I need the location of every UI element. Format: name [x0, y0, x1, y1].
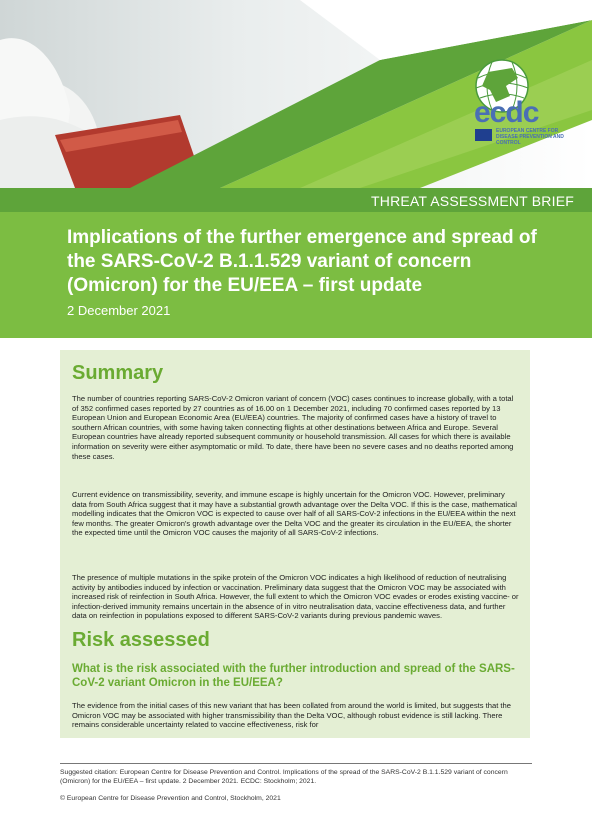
summary-heading: Summary: [72, 362, 164, 384]
risk-heading: Risk assessed: [72, 629, 210, 651]
summary-paragraph: The number of countries reporting SARS-CoV-2 Omicron variant of concern (VOC) cases continues to increase globally, with a total of 352 confirmed cases reported by 27 countries as of 16.00 on 1 December 2021, including 70 confirmed cases reported by 13 European Union and European Economic Area (EU/EEA) countries. The majority of confirmed cases have a history of travel to southern African countries, with some having taken connecting flights at other destinations between Africa and Europe. Several European countries have already reported subsequent community or household transmission. All cases for which there is available information on severity were either asymptomatic or mild. To date, there have been no severe cases and no deaths reported among these cases.: [72, 394, 514, 461]
document-title: Implications of the further emergence and spread of the SARS-CoV-2 B.1.1.529 variant of concern (Omicron) for the EU/EEA – first update: [67, 227, 537, 296]
summary-paragraph: Current evidence on transmissibility, severity, and immune escape is highly uncertain for the Omicron VOC. However, preliminary data from South Africa suggest that it may have a substantial growth advantage over the Delta VOC. If this is the case, mathematical modelling indicates that the Omicron VOC is expected to cause over half of all SARS-CoV-2 infections in the EU/EEA within the next few months. The greater Omicron's growth advantage over the Delta VOC and the greater its circulation in the EU/EEA, the shorter the expected time until the Omicron VOC causes the majority of all SARS-CoV-2 infections.: [72, 490, 517, 538]
risk-paragraph: The evidence from the initial cases of this new variant that has been collated from around the world is limited, but suggests that the Omicron VOC may be associated with higher transmissibility than the Delta VOC, although robust evidence is still lacking. There remains considerable uncertainty related to vaccine effectiveness, risk for: [72, 701, 511, 730]
logo-subtitle: EUROPEAN CENTRE FOR DISEASE PREVENTION AND CONTROL: [496, 128, 564, 146]
document-date: 2 December 2021: [67, 303, 171, 318]
copyright-notice: © European Centre for Disease Prevention and Control, Stockholm, 2021: [60, 795, 281, 802]
logo-wordmark: ecdc: [474, 96, 539, 129]
document-type-label: THREAT ASSESSMENT BRIEF: [371, 193, 574, 209]
footer-divider: [60, 763, 532, 764]
suggested-citation: Suggested citation: European Centre for Disease Prevention and Control. Implications of the spread of the SARS-CoV-2 B.1.1.529 variant of concern (Omicron) for the EU/EEA – first update. 2 December 2021. ECDC: Stockholm; 2021.: [60, 769, 508, 785]
summary-paragraph: The presence of multiple mutations in the spike protein of the Omicron VOC indicates a high likelihood of reduction of neutralising activity by antibodies induced by infection or vaccination. Preliminary data suggest that the Omicron VOC may be associated with increased risk of reinfection in South Africa. However, the full extent to which the Omicron VOC evades or erodes existing vaccine- or infection-derived immunity remains uncertain in the absence of in vitro neutralisation data, vaccine effectiveness data, and further data on reinfection in populations exposed to different SARS-CoV-2 variants during previous pandemic waves.: [72, 573, 519, 621]
risk-question: What is the risk associated with the further introduction and spread of the SARS-CoV-2 variant Omicron in the EU/EEA?: [72, 663, 515, 689]
eu-flag-icon: [475, 129, 492, 141]
